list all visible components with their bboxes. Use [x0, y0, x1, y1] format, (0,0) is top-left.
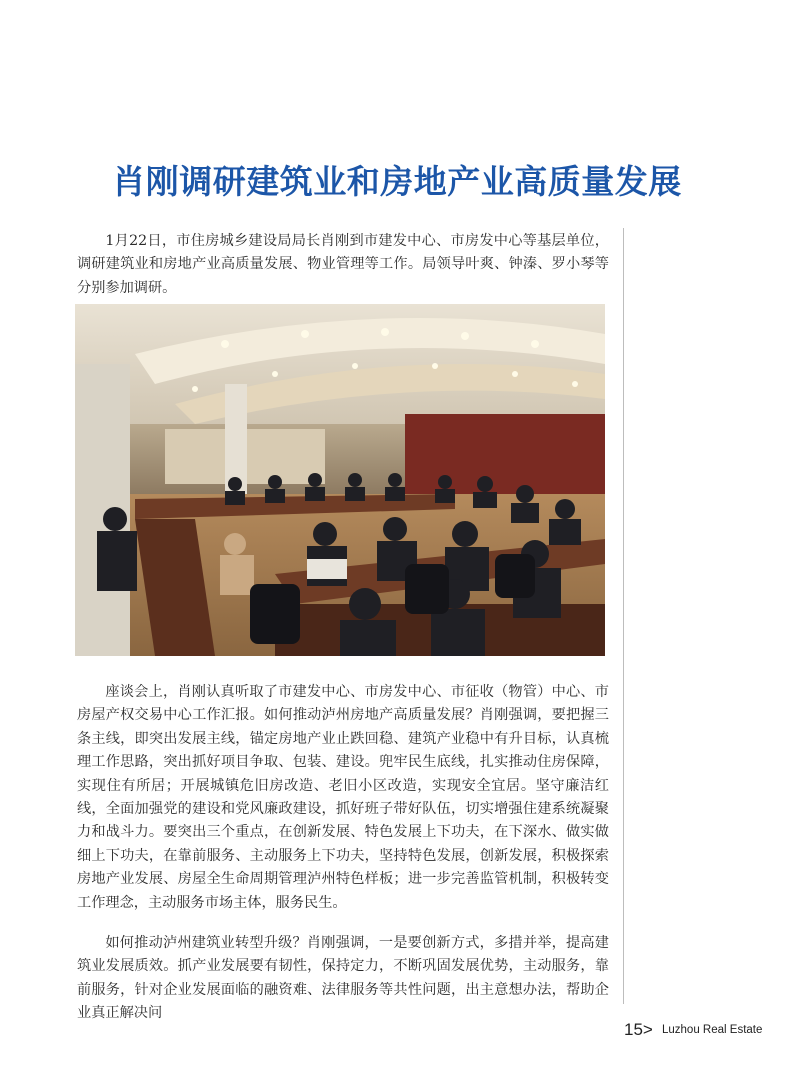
meeting-photo: [75, 304, 605, 656]
paragraph-intro: 1月22日，市住房城乡建设局局长肖刚到市建发中心、市房发中心等基层单位，调研建筑业和房地产业高质量发展、物业管理等工作。局领导叶爽、钟溱、罗小琴等分别参加调研。: [77, 233, 609, 296]
paragraph-construction: 如何推动泸州建筑业转型升级？肖刚强调，一是要创新方式，多措并举，提高建筑业发展质效。抓产业发展要有韧性，保持定力，不断巩固发展优势，主动服务，靠前服务，针对企业发展面临的融资难、法律服务等共性问题，出主意想办法，帮助企业真正解决问: [77, 935, 609, 1022]
page-number: 15>: [624, 1020, 653, 1039]
paragraph-meeting: 座谈会上，肖刚认真听取了市建发中心、市房发中心、市征收（物管）中心、市房屋产权交易中心工作汇报。如何推动泸州房地产高质量发展？肖刚强调，要把握三条主线，即突出发展主线，锚定房地产业止跌回稳、建筑产业稳中有升目标，认真梳理工作思路，突出抓好项目争取、包装、建设。兜牢民生底线，扎实推动住房保障，实现住有所居；开展城镇危旧房改造、老旧小区改造，实现安全宜居。坚守廉洁红线，全面加强党的建设和党风廉政建设，抓好班子带好队伍，切实增强住建系统凝聚力和战斗力。要突出三个重点，在创新发展、特色发展上下功夫，在下深水、做实做细上下功夫，在靠前服务、主动服务上下功夫，坚持特色发展，创新发展，积极探索房地产业发展、房屋全生命周期管理泸州特色样板；进一步完善监管机制，积极转变工作理念，主动服务市场主体，服务民生。: [77, 684, 609, 911]
column-divider: [623, 228, 624, 1004]
publication-name: Luzhou Real Estate: [662, 1024, 763, 1036]
article-title: 肖刚调研建筑业和房地产业高质量发展: [112, 162, 682, 202]
